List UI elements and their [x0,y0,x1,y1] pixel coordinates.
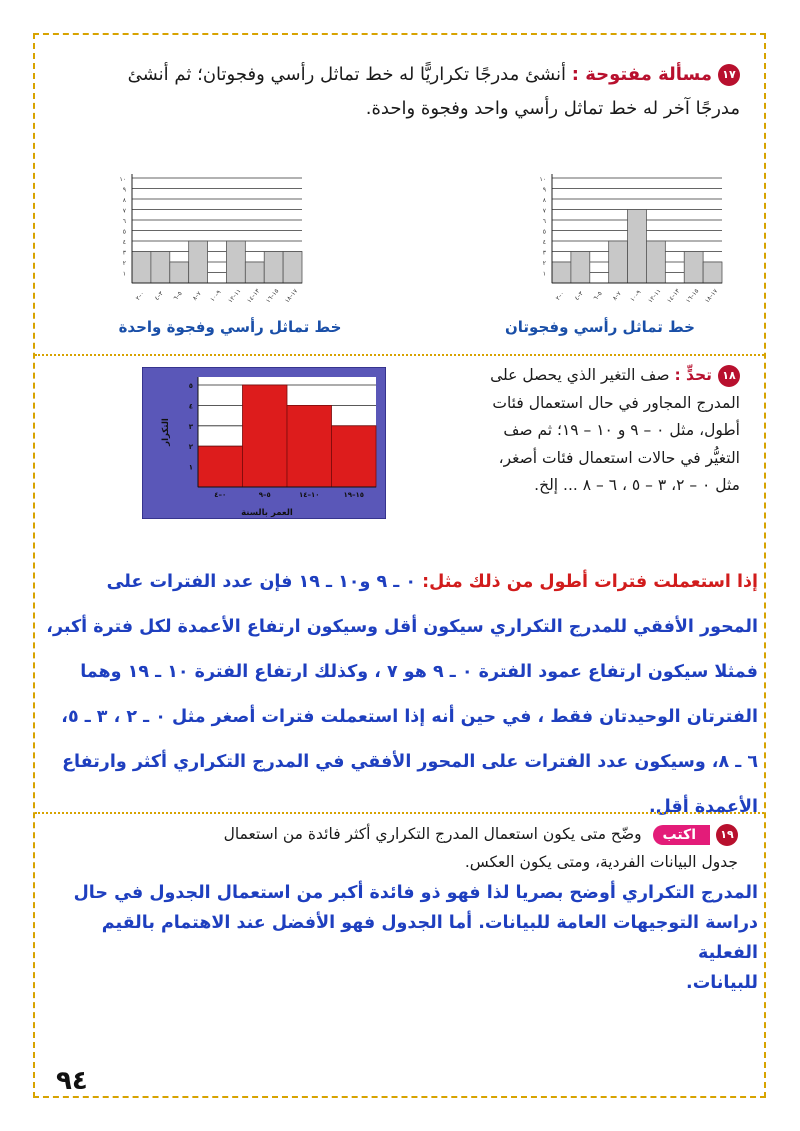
histogram-bar [646,241,665,283]
caption-left-chart: خط تماثل رأسي وفجوة واحدة [118,318,342,336]
question-text-line1: صف التغير الذي يحصل على [490,366,675,384]
y-tick-label: ٤ [542,239,546,246]
x-tick-label: ٩–١٠ [209,288,223,304]
histogram-bar [226,241,245,283]
y-tick-label: ٣ [122,249,126,257]
x-tick-label: ١٥–١٦ [684,287,701,305]
histogram-two-gaps [530,165,730,315]
y-tick-label: ٨ [122,197,126,204]
answer-line2: المحور الأفقي للمدرج التكراري سيكون أقل وسيكون ارتفاع الأعمدة لكل فترة أكبر، [46,617,758,637]
question-text-line2: مدرجًا آخر له خط تماثل رأسي واحد وفجوة واحدة. [365,98,740,119]
y-tick-label: ٢ [542,260,546,267]
y-tick-label: ٩ [122,186,126,194]
answer-line3: فمثلا سيكون ارتفاع عمود الفترة ٠ ـ ٩ هو ٧ ، وكذلك ارتفاع الفترة ١٠ ـ ١٩ وهما [80,662,758,682]
section-divider [35,354,764,356]
y-tick-label: ١٠ [539,176,546,183]
y-tick-label: ٤ [188,402,193,411]
histogram-bar [684,252,703,284]
y-tick-label: ٦ [542,218,546,225]
question-19 [58,820,738,876]
x-tick-label: ٠–٤ [214,491,227,499]
question-text-line2: جدول البيانات الفردية، ومتى يكون العكس. [464,853,738,871]
x-tick-label: ٥–٩ [258,491,271,499]
histogram-bar [609,241,628,283]
question-keyword: تحدٍّ : [674,366,712,384]
y-tick-label: ١ [188,463,193,472]
x-tick-label: ٠–٢ [134,290,147,302]
x-tick-label: ٠–٢ [554,290,567,302]
y-tick-label: ٨ [542,197,546,204]
page-number: ٩٤ [56,1066,88,1096]
y-tick-label: ٥ [122,228,126,236]
x-tick-label: ١٥–١٩ [343,491,365,499]
answer-line1: ٠ ـ ٩ و١٠ ـ ١٩ فإن عدد الفترات على [106,572,423,592]
x-tick-label: ١٣–١٤ [665,287,682,305]
y-tick-label: ٤ [122,239,126,246]
histogram-bar [198,446,243,487]
answer-line6: الأعمدة أقل. [649,797,758,817]
x-tick-label: ١٣–١٤ [245,287,262,305]
answer-line3: للبيانات. [686,973,758,993]
x-tick-label: ٣–٤ [153,290,165,302]
histogram-age-panel [142,367,386,519]
x-tick-label: ١١–١٢ [226,287,243,305]
question-text-line4: التغيُّر في حالات استعمال فئات أصغر، [498,448,740,467]
x-tick-label: ١٠–١٤ [298,491,320,499]
histogram-bar [151,252,170,284]
y-tick-label: ٢ [188,443,193,452]
x-tick-label: ٧–٨ [611,290,623,302]
histogram-bar [703,262,722,283]
question-keyword: مسألة مفتوحة : [571,64,712,85]
question-text-line5: مثل ٠ – ٢، ٣ – ٥ ، ٦ – ٨ ... إلخ. [534,476,740,494]
section-divider [35,812,764,814]
question-number: ١٨ [718,365,740,387]
x-tick-label: ٥–٦ [172,290,184,302]
y-tick-label: ٣ [542,249,546,257]
question-18 [450,362,740,500]
histogram-bar [552,262,571,283]
caption-right-chart: خط تماثل رأسي وفجوتان [504,318,695,336]
histogram-bar [283,252,302,284]
answer-line5: ٦ ـ ٨، وسيكون عدد الفترات على المحور الأفقي في المدرج التكراري أكثر وارتفاع [62,752,758,772]
histogram-bar [571,252,590,284]
y-tick-label: ٦ [122,218,126,225]
question-text-line3: أطول، مثل ٠ – ٩ و ١٠ – ١٩؛ ثم صف [503,421,740,439]
answer-line2: دراسة التوجيهات العامة للبيانات. أما الجدول فهو الأفضل عند الاهتمام بالقيم الفعلية [101,913,758,963]
histogram-bar [132,252,151,284]
x-tick-label: ١٧–١٨ [283,287,300,305]
x-tick-label: ١٧–١٨ [703,287,720,305]
write-badge: اكتب [653,825,710,845]
y-tick-label: ٧ [122,207,126,215]
question-number: ١٩ [716,824,738,846]
y-tick-label: ١ [542,270,546,278]
histogram-bar [332,426,377,487]
histogram-bar [243,385,288,487]
y-tick-label: ١ [122,270,126,278]
histogram-one-gap [110,165,310,315]
y-tick-label: ٩ [542,186,546,194]
histogram-bar [245,262,264,283]
histogram-bar [264,252,283,284]
answer-18 [40,560,758,830]
y-tick-label: ١٠ [119,176,126,183]
question-17 [60,58,740,126]
y-tick-label: ٢ [122,260,126,267]
y-tick-label: ٣ [188,422,193,431]
y-tick-label: ٥ [542,228,546,236]
x-tick-label: ١١–١٢ [646,287,663,305]
x-tick-label: ٣–٤ [573,290,585,302]
question-text-line2: المدرج المجاور في حال استعمال فئات [492,393,740,412]
answer-line1: المدرج التكراري أوضح بصريا لذا فهو ذو فائدة أكبر من استعمال الجدول في حال [73,883,758,903]
question-number: ١٧ [718,64,740,86]
question-text-line1: أنشئ مدرجًا تكراريًّا له خط تماثل رأسي وفجوتان؛ ثم أنشئ [127,64,572,85]
histogram-bar [170,262,189,283]
answer-highlight: إذا استعملت فترات أطول من ذلك مثل: [422,572,758,592]
answer-line4: الفترتان الوحيدتان فقط ، في حين أنه إذا استعملت فترات أصغر مثل ٠ ـ ٢ ، ٣ ـ ٥، [61,707,758,727]
x-axis-label: العمر بالسنة [241,508,293,518]
question-text-line1: وضّح متى يكون استعمال المدرج التكراري أكثر فائدة من استعمال [223,825,647,843]
x-tick-label: ٧–٨ [191,290,203,302]
histogram-bar [628,210,647,284]
x-tick-label: ١٥–١٦ [264,287,281,305]
answer-19 [40,878,758,998]
x-tick-label: ٥–٦ [592,290,604,302]
y-axis-label: التكرار [161,418,171,446]
x-tick-label: ٩–١٠ [629,288,643,304]
histogram-bar [287,405,332,487]
y-tick-label: ٥ [188,382,193,390]
y-tick-label: ٧ [542,207,546,215]
histogram-bar [189,241,208,283]
